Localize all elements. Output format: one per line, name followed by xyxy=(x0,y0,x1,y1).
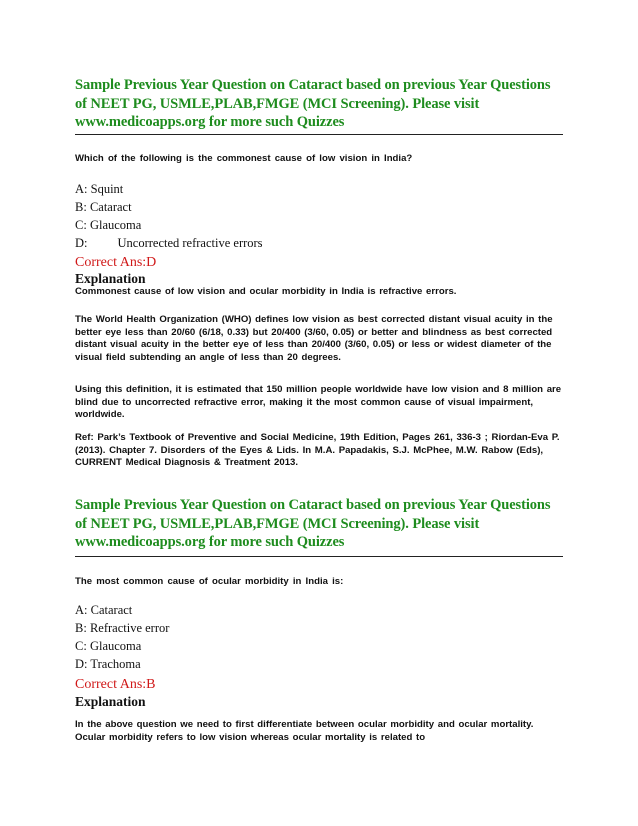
section-1-explanation-p3: Using this definition, it is estimated that 150 million people worldwide have low vision and 8 million are blind due to uncorrected refractive error, making it the most common cause of visual impairment, worldwide. xyxy=(75,384,562,420)
option-text: Squint xyxy=(90,182,124,196)
section-2-correct-answer: Correct Ans:B xyxy=(75,677,156,692)
option-letter: B: xyxy=(75,621,87,635)
option-text: Refractive error xyxy=(89,621,170,635)
section-2-option-a xyxy=(75,602,375,618)
section-1-divider xyxy=(75,134,563,135)
section-2-header: Sample Previous Year Question on Cataract based on previous Year Questions of NEET PG, USMLE,PLAB,FMGE (MCI Screening). Please visit www.medicoapps.org for more such Quizzes xyxy=(75,497,551,550)
option-letter: C: xyxy=(75,218,87,232)
section-1-option-a xyxy=(75,181,375,197)
section-1-explanation-p2: The World Health Organization (WHO) defines low vision as best corrected distant visual acuity in the better eye less than 20/60 (6/18, 0.33) but 20/400 (3/60, 0.05) or better and blindness as best corrected distant visual acuity in the better eye of less than 20/400 (3/60, 0.05) or less or widest diameter of the visual field subtending an angle of less than 20 degrees. xyxy=(75,314,553,363)
option-letter: C: xyxy=(75,639,87,653)
option-letter: B: xyxy=(75,200,87,214)
section-1-explanation-p1: Commonest cause of low vision and ocular morbidity in India is refractive errors. xyxy=(75,286,457,297)
option-text: Glaucoma xyxy=(89,218,142,232)
option-letter: D: xyxy=(75,657,88,671)
option-text: Glaucoma xyxy=(89,639,142,653)
option-text: Cataract xyxy=(90,603,133,617)
section-1-option-d xyxy=(75,235,375,251)
section-1-option-c xyxy=(75,217,375,233)
section-2-divider xyxy=(75,556,563,557)
section-2-option-b xyxy=(75,620,375,636)
section-1-question: Which of the following is the commonest cause of low vision in India? xyxy=(75,153,413,164)
section-2-explanation-title: Explanation xyxy=(75,694,146,709)
option-text: Cataract xyxy=(89,200,132,214)
option-text: Trachoma xyxy=(90,657,141,671)
option-text: Uncorrected refractive errors xyxy=(117,236,263,250)
section-2-question: The most common cause of ocular morbidity in India is: xyxy=(75,576,344,587)
section-1-explanation-title: Explanation xyxy=(75,271,146,286)
option-letter: A: xyxy=(75,603,88,617)
section-2-explanation-p1: In the above question we need to first differentiate between ocular morbidity and ocular mortality. Ocular morbidity refers to low vision whereas ocular mortality is related to xyxy=(75,719,534,743)
section-1-explanation-p4: Ref: Park’s Textbook of Preventive and Social Medicine, 19th Edition, Pages 261, 336-3 ; Riordan-Eva P. (2013). Chapter 7. Disorders of the Eyes & Lids. In M.A. Papadakis, S.J. McPhee, M.W. Rabow (Eds), CURRENT Medical Diagnosis & Treatment 2013. xyxy=(75,432,560,468)
section-1-header: Sample Previous Year Question on Cataract based on previous Year Questions of NEET PG, USMLE,PLAB,FMGE (MCI Screening). Please visit www.medicoapps.org for more such Quizzes xyxy=(75,77,551,130)
option-letter: A: xyxy=(75,182,88,196)
section-1-option-b xyxy=(75,199,375,215)
section-1-correct-answer: Correct Ans:D xyxy=(75,255,157,270)
section-2-option-d xyxy=(75,656,375,672)
option-letter: D: xyxy=(75,236,88,250)
section-2-option-c xyxy=(75,638,375,654)
